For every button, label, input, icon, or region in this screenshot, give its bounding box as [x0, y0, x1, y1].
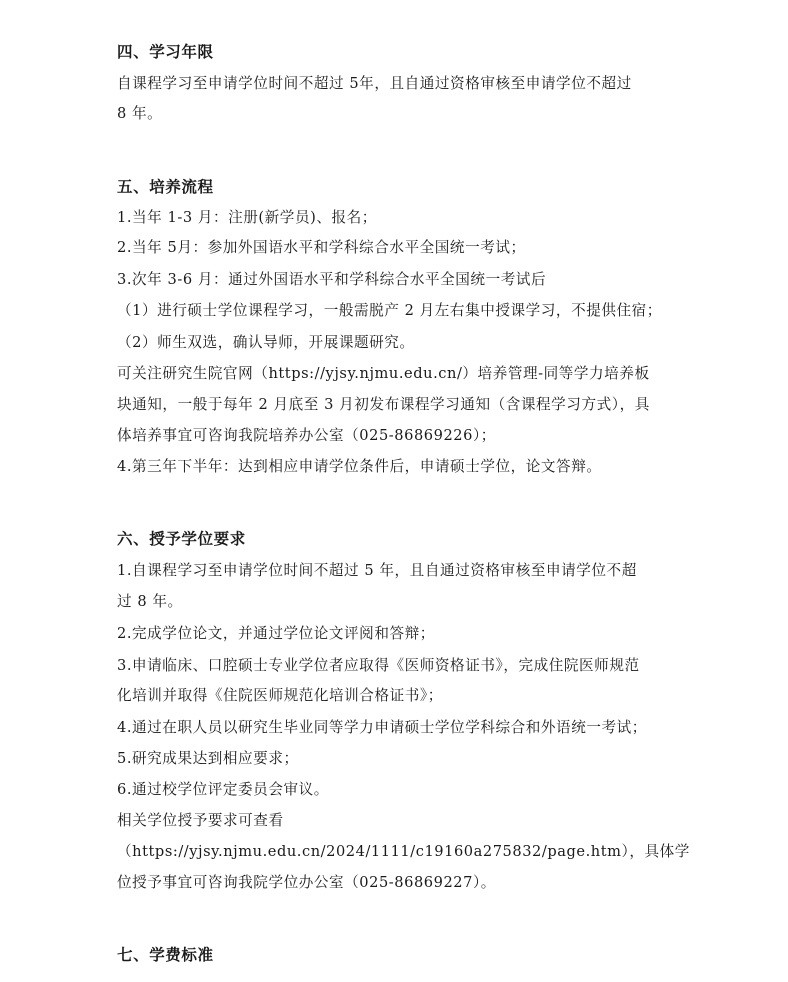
paragraph-line: 6.通过校学位评定委员会审议。 [117, 781, 329, 798]
paragraph-line: （2）师生双选，确认导师，开展课题研究。 [117, 334, 415, 351]
paragraph-line: （1）进行硕士学位课程学习，一般需脱产 2 月左右集中授课学习，不提供住宿； [117, 302, 662, 319]
paragraph-line: 体培养事宜可咨询我院培养办公室（025-86869226）； [117, 427, 496, 444]
paragraph-line: 1.当年 1-3 月：注册(新学员)、报名； [117, 209, 377, 226]
section-heading-training-process: 五、培养流程 [117, 178, 214, 196]
section-heading-tuition: 七、学费标准 [117, 946, 214, 964]
paragraph-line: 4.第三年下半年：达到相应申请学位条件后，申请硕士学位，论文答辩。 [117, 458, 602, 475]
paragraph-line: 位授予事宜可咨询我院学位办公室（025-86869227）。 [117, 874, 496, 891]
paragraph-line: 4.通过在职人员以研究生毕业同等学力申请硕士学位学科综合和外语统一考试； [117, 719, 647, 736]
paragraph-line: 自课程学习至申请学位时间不超过 5年，且自通过资格审核至申请学位不超过 [117, 75, 632, 92]
paragraph-line: 3.申请临床、口腔硕士专业学位者应取得《医师资格证书》，完成住院医师规范 [117, 657, 640, 674]
section-heading-study-period: 四、学习年限 [117, 43, 214, 61]
paragraph-line: 2.当年 5月：参加外国语水平和学科综合水平全国统一考试； [117, 239, 526, 256]
section-heading-degree-requirements: 六、授予学位要求 [117, 530, 246, 548]
paragraph-line: 过 8 年。 [117, 593, 183, 610]
paragraph-line: 5.研究成果达到相应要求； [117, 750, 299, 767]
paragraph-line: 3.次年 3-6 月：通过外国语水平和学科综合水平全国统一考试后 [117, 271, 547, 288]
paragraph-line: 2.完成学位论文，并通过学位论文评阅和答辩； [117, 625, 435, 642]
paragraph-line-url: （https://yjsy.njmu.edu.cn/2024/1111/c19160a275832/page.htm），具体学 [117, 843, 690, 860]
paragraph-line: 8 年。 [117, 105, 163, 122]
paragraph-line: 相关学位授予要求可查看 [117, 812, 284, 829]
paragraph-line: 块通知，一般于每年 2 月底至 3 月初发布课程学习通知（含课程学习方式），具 [117, 396, 650, 413]
paragraph-line: 1.自课程学习至申请学位时间不超过 5 年，且自通过资格审核至申请学位不超 [117, 562, 637, 579]
paragraph-line: 化培训并取得《住院医师规范化培训合格证书》； [117, 687, 443, 704]
paragraph-line: 可关注研究生院官网（https://yjsy.njmu.edu.cn/）培养管理-同等学力培养板 [117, 365, 650, 382]
